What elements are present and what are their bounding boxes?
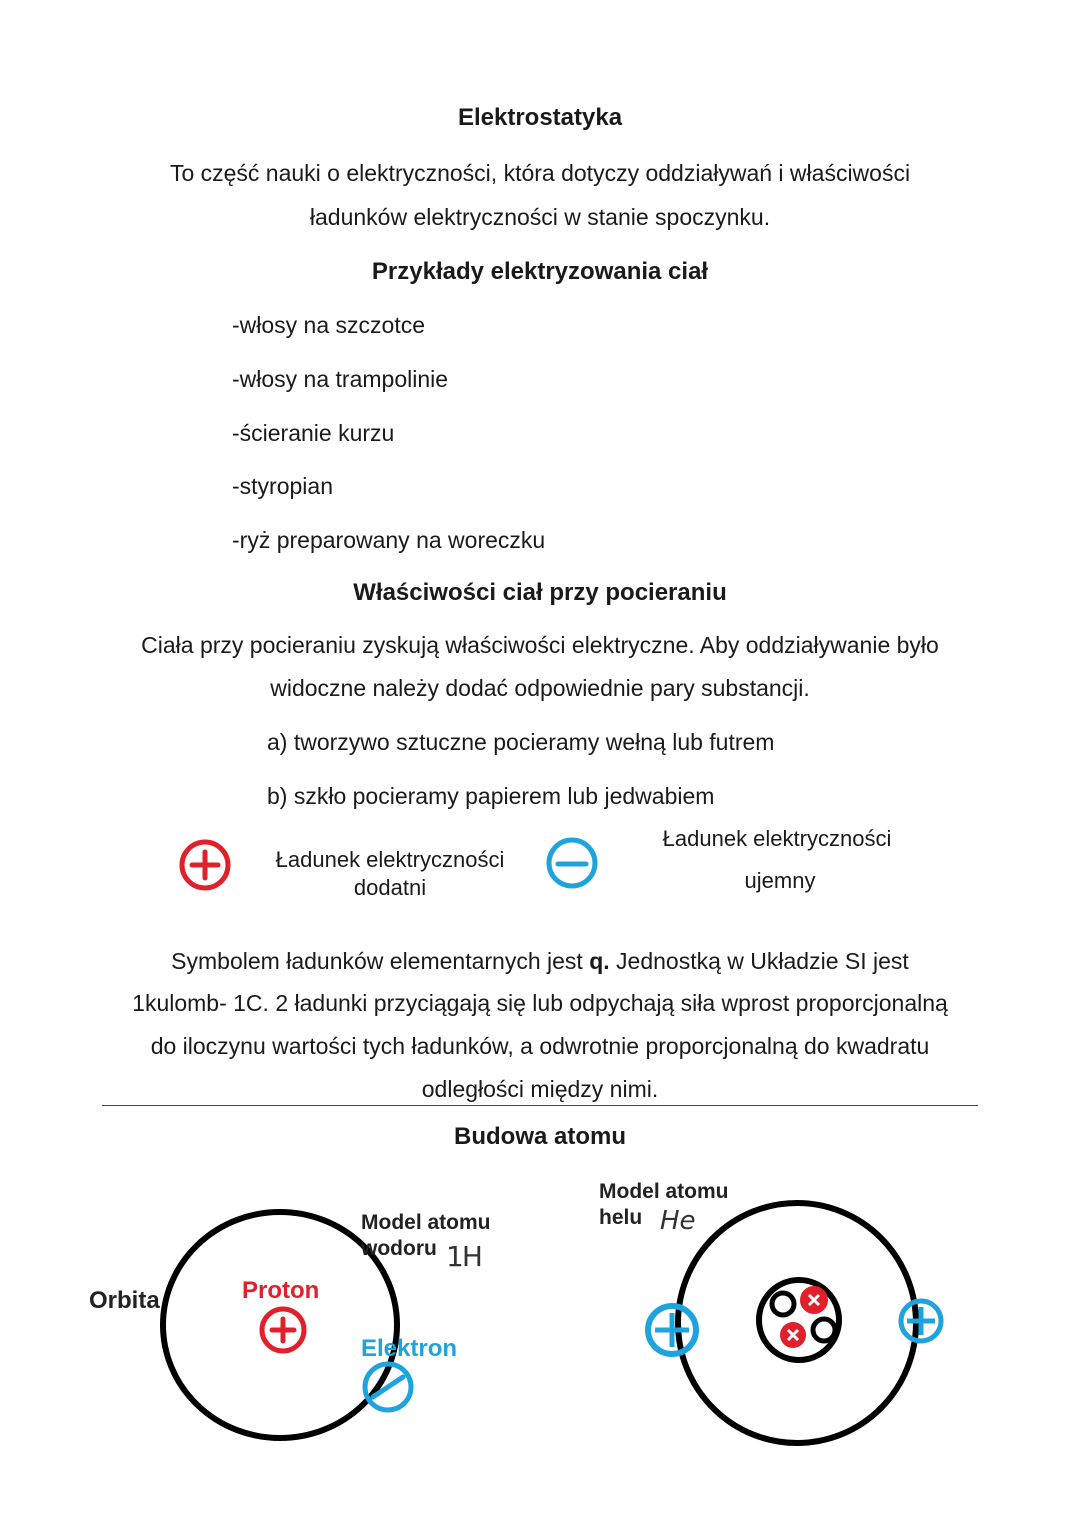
proton-label: Proton	[242, 1277, 320, 1304]
positive-charge-label	[266, 846, 514, 902]
negative-charge-label-line: ujemny	[744, 868, 816, 893]
nucleus-neutron-icon	[772, 1293, 794, 1315]
examples-heading: Przykłady elektryzowania ciał	[371, 258, 709, 285]
positive-charge-label-line: dodatni	[353, 875, 427, 900]
coulomb-text: Symbolem ładunków elementarnych jest	[171, 948, 590, 974]
nucleus-neutron-icon	[813, 1319, 835, 1341]
pair-b: b) szkło pocieramy papierem lub jedwabiem	[267, 783, 715, 809]
orbit-label: Orbita	[89, 1287, 160, 1314]
properties-line-2: widoczne należy dodać odpowiednie pary substancji.	[270, 675, 810, 701]
negative-charge-icon	[543, 834, 601, 892]
intro-line-1: To część nauki o elektryczności, która dotyczy oddziaływań i właściwości	[169, 160, 911, 186]
helium-label-line: helu	[599, 1206, 643, 1225]
properties-heading: Właściwości ciał przy pocieraniu	[353, 579, 727, 606]
page-title: Elektrostatyka	[457, 104, 623, 131]
intro-line-2: ładunków elektryczności w stanie spoczynku.	[309, 204, 771, 230]
properties-line-1: Ciała przy pocieraniu zyskują właściwości elektryczne. Aby oddziaływanie było	[141, 632, 939, 658]
example-item: -włosy na szczotce	[232, 312, 426, 338]
pair-a: a) tworzywo sztuczne pocieramy wełną lub futrem	[267, 729, 775, 755]
helium-notation: He	[660, 1206, 696, 1236]
example-item: -włosy na trampolinie	[232, 366, 449, 392]
coulomb-line-2: 1kulomb- 1C. 2 ładunki przyciągają się lub odpychają siła wprost proporcjonalną	[132, 990, 948, 1016]
hydrogen-label-line: wodoru	[361, 1237, 437, 1260]
negative-charge-label-line: Ładunek elektryczności	[662, 826, 892, 851]
helium-label-line: Model atomu	[599, 1180, 729, 1203]
example-item: -ścieranie kurzu	[232, 420, 395, 446]
positive-charge-label-line: Ładunek elektryczności	[275, 847, 505, 872]
coulomb-line-4: odległości między nimi.	[421, 1076, 659, 1102]
example-item: -ryż preparowany na woreczku	[232, 527, 546, 553]
electron-label: Elektron	[361, 1335, 458, 1362]
coulomb-line-3: do iloczynu wartości tych ładunków, a odwrotnie proporcjonalną do kwadratu	[150, 1033, 930, 1059]
atom-heading: Budowa atomu	[454, 1123, 626, 1150]
divider	[102, 1105, 978, 1106]
example-item: -styropian	[232, 473, 333, 499]
coulomb-text: Jednostką w Układzie SI jest	[609, 948, 909, 974]
coulomb-line-1	[0, 940, 1080, 983]
hydrogen-label-line: Model atomu	[361, 1211, 491, 1234]
charge-symbol: q.	[589, 948, 610, 974]
hydrogen-notation: 1H	[446, 1240, 481, 1273]
positive-charge-icon	[176, 836, 234, 894]
